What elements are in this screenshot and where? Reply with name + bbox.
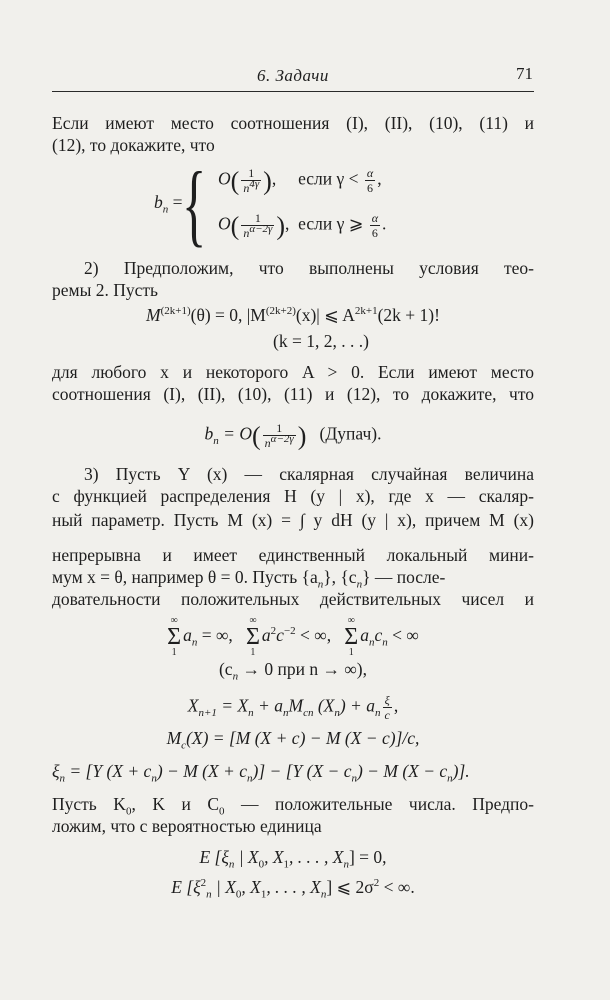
text-line-13 xyxy=(52,793,534,818)
f8-sub1: n xyxy=(151,772,157,785)
case2-den: n xyxy=(243,226,250,240)
f5-a: (c xyxy=(218,659,233,679)
f1-factorial: (2k + 1)! xyxy=(377,305,440,325)
f6-sub3: n xyxy=(307,707,314,720)
text-line-8: с функцией распределения H (y | x), где x — скаляр- xyxy=(52,486,534,506)
case1-end: , xyxy=(377,168,382,189)
sum-2 xyxy=(246,616,260,658)
sum2-sigma: Σ xyxy=(245,624,260,650)
f10-sigma-sup: 2 xyxy=(373,877,380,890)
f3-author: (Дупач). xyxy=(319,423,382,444)
f3-den: n xyxy=(264,436,271,450)
f3-eq: = O xyxy=(218,423,252,444)
f1-bound: (x)| ⩽ A xyxy=(295,305,355,325)
sum3-upper: ∞ xyxy=(347,615,355,626)
s2-csup: −2 xyxy=(283,625,296,638)
sum2-lower: 1 xyxy=(250,647,256,658)
f9-sub-0: 0 xyxy=(258,858,265,871)
text-line-1: Если имеют место соотношения (I), (II), (10), (11) и xyxy=(52,113,534,133)
f5-sub: n xyxy=(232,670,239,683)
f10-sub-n1: n xyxy=(206,888,212,901)
case2-cond-num: α xyxy=(371,211,379,225)
sum2-upper: ∞ xyxy=(249,615,257,626)
sum1-sigma: Σ xyxy=(167,624,182,650)
f9-e: ] = 0, xyxy=(348,847,387,867)
f10-d: , . . . , X xyxy=(266,877,321,897)
f8-b: = [Y (X + c xyxy=(65,761,152,781)
f8-e: ) − M (X − c xyxy=(356,761,448,781)
s1-tail: = ∞, xyxy=(197,625,233,646)
f8-xi: ξ xyxy=(52,761,60,781)
header-rule xyxy=(52,91,534,92)
formula-xi xyxy=(52,760,534,785)
text-line-14: ложим, что с вероятностью единица xyxy=(52,816,322,836)
f1-mid: (θ) = 0, |M xyxy=(190,305,266,325)
f10-sub-n2: n xyxy=(320,888,327,901)
f7-m: M xyxy=(166,728,182,748)
f3-num: 1 xyxy=(263,421,296,436)
formula-sums xyxy=(52,616,534,656)
f1-m2-sup: (2k+2) xyxy=(265,305,296,318)
sum1-upper: ∞ xyxy=(170,615,178,626)
l13-sub-c: 0 xyxy=(219,805,225,818)
f6-x: X xyxy=(187,695,199,716)
sum3-sigma: Σ xyxy=(344,624,359,650)
bn-symbol: b xyxy=(154,192,163,212)
f6-sub1: n xyxy=(248,707,254,720)
s1-sub: n xyxy=(191,636,198,649)
case2-den-exp: α−2γ xyxy=(249,223,273,235)
case1-den: n xyxy=(243,181,250,195)
text-line-10: непрерывна и имеет единственный локальный мини- xyxy=(52,545,534,565)
text-line-11 xyxy=(52,566,534,591)
text-line-3: 2) Предположим, что выполнены условия тео- xyxy=(84,258,534,278)
page-number: 71 xyxy=(516,64,533,83)
f8-sub0: n xyxy=(59,772,65,785)
text-line-9: ный параметр. Пусть M (x) = ∫ y dH (y | x), причем M (x) xyxy=(52,510,534,530)
f10-f: < ∞. xyxy=(379,877,415,897)
case-1: O( $\frac{1}{n^{4\gamma}}$ ), если γ < $\frac{\alpha}{6}$ , xyxy=(218,166,382,196)
f6-plus2: ) + a xyxy=(339,695,375,716)
f6-m: M xyxy=(288,695,304,716)
f6-frac-num: ξ xyxy=(383,693,392,708)
text-line-2: (12), то докажите, что xyxy=(52,135,215,155)
f8-d: )] − [Y (X − c xyxy=(252,761,352,781)
case2-cond-fraction xyxy=(370,211,380,240)
formula-expect-1 xyxy=(52,846,534,871)
l11-b: }, {c xyxy=(323,567,357,587)
sum3-lower: 1 xyxy=(348,647,354,658)
bn-subscript: n xyxy=(162,203,169,216)
f6-plus: + a xyxy=(253,695,283,716)
case-2: O( $\frac{1}{n^{\alpha-2\gamma}}$ ), если γ ⩾ $\frac{\alpha}{6}$ . xyxy=(218,211,387,241)
f10-a: E [ξ xyxy=(171,877,201,897)
f1-a-sup: 2k+1 xyxy=(354,305,378,318)
case1-cond-fraction xyxy=(365,166,375,195)
case1-cond-den: 6 xyxy=(367,181,374,195)
text-line-4: ремы 2. Пусть xyxy=(52,280,159,300)
left-brace-icon: { xyxy=(181,153,207,255)
f8-f: )]. xyxy=(452,761,470,781)
f6-sub5: n xyxy=(375,707,381,720)
case2-condition: если γ ⩾ xyxy=(298,213,364,234)
f3-fraction xyxy=(263,421,296,450)
f6-end: , xyxy=(393,695,399,716)
f7-body: (X) = [M (X + c) − M (X − c)]/c, xyxy=(186,728,420,748)
f10-b: | X xyxy=(211,877,236,897)
f6-sub2: n xyxy=(282,707,289,720)
l11-sub-c: n xyxy=(356,578,363,591)
case1-den-exp: 4γ xyxy=(249,178,260,190)
l13-b: , K и C xyxy=(131,794,219,814)
f3-den-exp: α−2γ xyxy=(270,433,294,445)
l13-sub-k: 0 xyxy=(125,805,132,818)
big-o-symbol: O xyxy=(218,168,231,189)
l13-c: — положительные числа. Предпо- xyxy=(224,794,534,814)
case2-fraction xyxy=(241,211,274,240)
f9-a: E [ξ xyxy=(199,847,229,867)
big-o-symbol-2: O xyxy=(218,213,231,234)
l11-c: } — после- xyxy=(362,567,446,587)
f3-sub: n xyxy=(213,435,219,448)
f10-sub-1: 1 xyxy=(260,888,267,901)
formula-cn-limit xyxy=(52,658,534,683)
l11-a: мум x = θ, например θ = 0. Пусть {a xyxy=(52,567,318,587)
f9-d: , . . . , X xyxy=(289,847,344,867)
f10-c: , X xyxy=(241,877,261,897)
formula-dupac: $b_n = O$( $\frac{1}{n^{\alpha-2\gamma}}$ ) (Дупач). xyxy=(204,421,382,451)
s2-tail: < ∞, xyxy=(295,625,332,646)
f1-m-sup: (2k+1) xyxy=(160,305,191,318)
s3-sub-a: n xyxy=(368,636,375,649)
f8-sub4: n xyxy=(447,772,453,785)
s2-a: a xyxy=(261,625,271,646)
sum1-lower: 1 xyxy=(171,647,177,658)
f5-b: → 0 при n → ∞), xyxy=(238,659,368,679)
case1-cond-num: α xyxy=(366,166,374,180)
formula-recursion xyxy=(52,693,534,722)
f9-sub-n2: n xyxy=(343,858,349,871)
f10-sup: 2 xyxy=(200,877,207,890)
case1-fraction xyxy=(241,166,261,195)
formula-mc xyxy=(52,727,534,752)
sum-3 xyxy=(344,616,358,658)
s1-a: a xyxy=(183,625,192,646)
running-header xyxy=(0,64,610,90)
formula-moments xyxy=(52,304,534,326)
case2-num: 1 xyxy=(241,211,274,226)
f7-sub: c xyxy=(181,739,187,752)
f9-b: | X xyxy=(234,847,259,867)
s3-sub-c: n xyxy=(382,636,388,649)
f6-x-sub: n+1 xyxy=(198,707,217,720)
formula-expect-2 xyxy=(52,876,534,901)
f9-sub-n1: n xyxy=(228,858,235,871)
f10-sub-0: 0 xyxy=(235,888,242,901)
f6-eq: = X xyxy=(216,695,249,716)
text-line-12: довательности положительных действительных чисел и xyxy=(52,589,534,609)
text-line-5: для любого x и некоторого A > 0. Если имеют место xyxy=(52,362,534,382)
case2-cond-den: 6 xyxy=(371,226,378,240)
s3-tail: < ∞ xyxy=(387,625,419,646)
s3-a: a xyxy=(360,625,369,646)
f6-sub4: n xyxy=(334,707,340,720)
formula-k-range: (k = 1, 2, . . .) xyxy=(273,331,369,351)
f3-b: b xyxy=(204,423,214,444)
text-line-6: соотношения (I), (II), (10), (11) и (12), то докажите, что xyxy=(52,384,534,404)
sum-1 xyxy=(167,616,181,658)
f8-sub3: n xyxy=(351,772,357,785)
l11-sub-a: n xyxy=(317,578,324,591)
l13-a: Пусть K xyxy=(52,794,126,814)
section-title: 6. Задачи xyxy=(257,66,329,85)
f9-c: , X xyxy=(264,847,284,867)
case1-num: 1 xyxy=(241,166,261,181)
f8-sub2: n xyxy=(247,772,253,785)
f9-sub-1: 1 xyxy=(283,858,290,871)
text-line-7: 3) Пусть Y (x) — скалярная случайная величина xyxy=(84,464,534,484)
f1-m: M xyxy=(146,305,161,325)
s2-c: c xyxy=(276,625,284,646)
case2-end: . xyxy=(382,213,387,234)
s2-sup: 2 xyxy=(270,625,277,638)
f10-e: ] ⩽ 2σ xyxy=(326,877,374,897)
s3-c: c xyxy=(374,625,383,646)
f6-frac-den: c xyxy=(384,708,390,722)
f6-arg: (X xyxy=(313,695,335,716)
equals-sign: = xyxy=(168,192,183,212)
f6-fraction xyxy=(383,693,392,722)
case1-condition: если γ < xyxy=(298,168,359,189)
f6-m-sub: c xyxy=(303,707,308,720)
f8-c: ) − M (X + c xyxy=(156,761,248,781)
